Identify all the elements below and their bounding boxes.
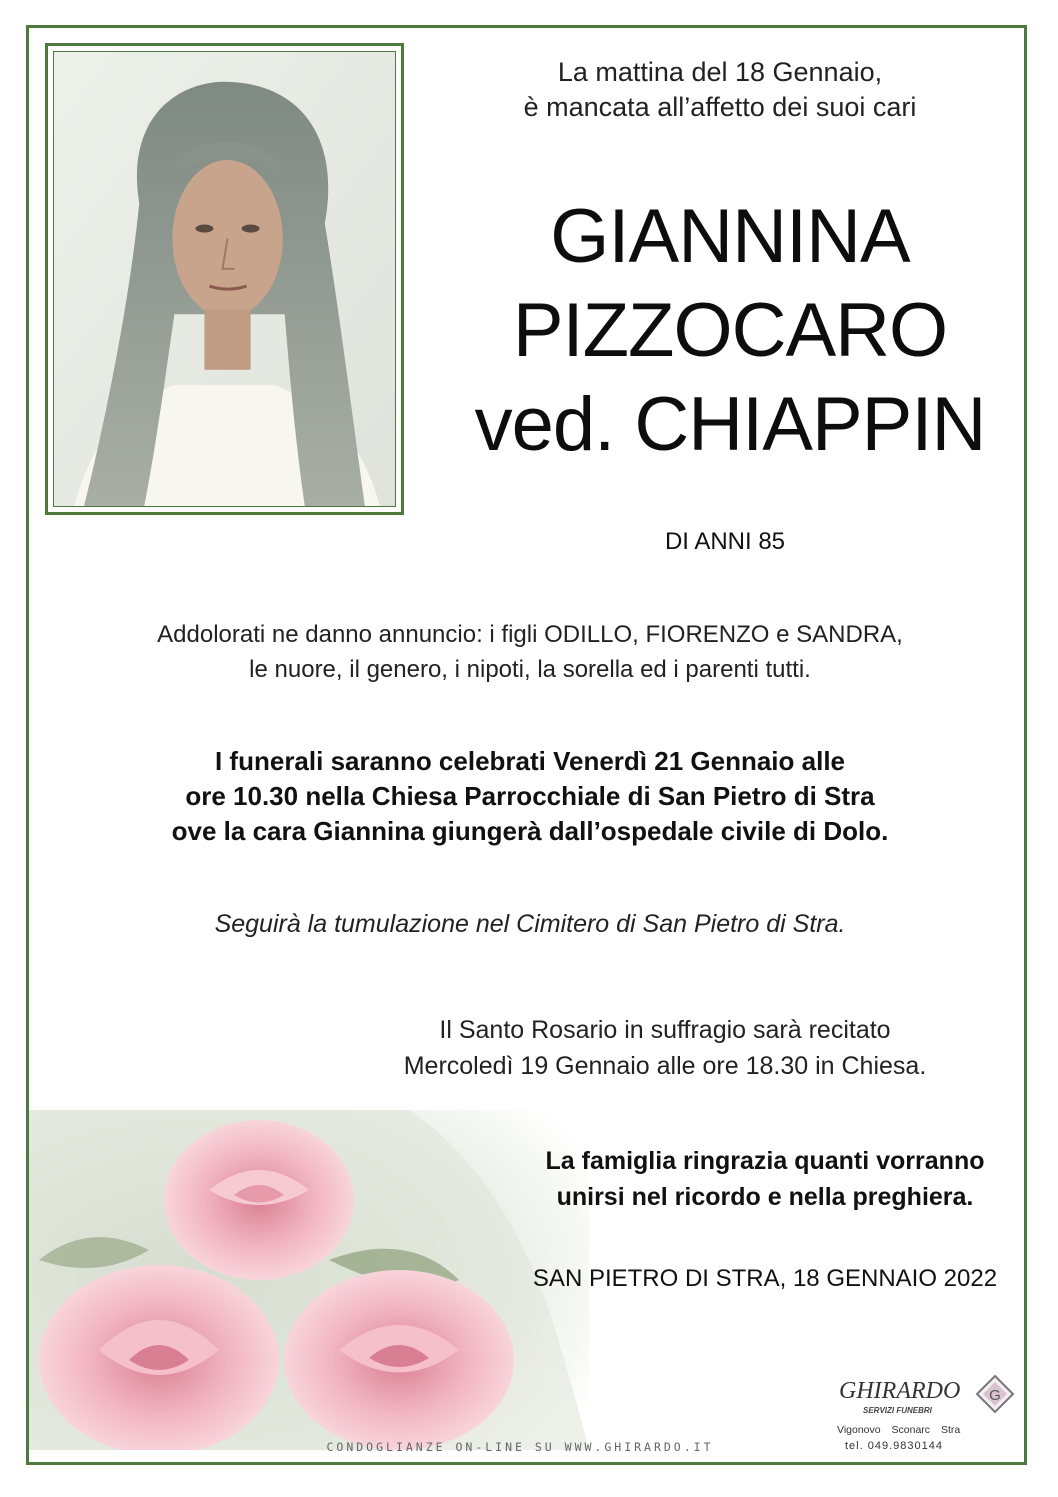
portrait-photo <box>53 51 396 507</box>
logo-name: GHIRARDO <box>839 1378 961 1404</box>
rosary-line-1: Il Santo Rosario in suffragio sarà recitato <box>439 1016 891 1044</box>
rosary-line-2: Mercoledì 19 Gennaio alle ore 18.30 in Chiesa. <box>403 1052 927 1080</box>
logo-phone: tel. 049.9830144 <box>845 1440 943 1452</box>
place-date: SAN PIETRO DI STRA, 18 GENNAIO 2022 <box>532 1265 998 1292</box>
thanks-line-2: unirsi nel ricordo e nella preghiera. <box>556 1183 974 1211</box>
funeral-text <box>60 744 1000 849</box>
age-text: DI ANNI 85 <box>664 528 786 555</box>
funeral-line-2: ore 10.30 nella Chiesa Parrocchiale di San Pietro di Stra <box>185 781 875 811</box>
funeral-home-logo <box>835 1372 1025 1452</box>
logo-subtitle: SERVIZI FUNEBRI <box>863 1406 932 1415</box>
deceased-name <box>440 190 1020 472</box>
rosary-text <box>320 1012 1010 1084</box>
intro-line-2: è mancata all’affetto dei suoi cari <box>523 92 917 122</box>
announcement-text <box>60 617 1000 687</box>
logo-mark-letter: G <box>989 1387 1001 1404</box>
condolences-link[interactable]: CONDOGLIANZE ON-LINE SU WWW.GHIRARDO.IT <box>326 1440 714 1454</box>
burial-text: Seguirà la tumulazione nel Cimitero di San Pietro di Stra. <box>214 910 846 938</box>
first-name: GIANNINA <box>550 194 910 279</box>
intro-line-1: La mattina del 18 Gennaio, <box>557 57 883 87</box>
thanks-line-1: La famiglia ringrazia quanti vorranno <box>545 1147 985 1175</box>
funeral-line-3: ove la cara Giannina giungerà dall’ospedale civile di Dolo. <box>171 816 889 846</box>
intro-text <box>470 55 970 125</box>
funeral-line-1: I funerali saranno celebrati Venerdì 21 Gennaio alle <box>214 746 846 776</box>
announcement-line-1: Addolorati ne danno annuncio: i figli ODILLO, FIORENZO e SANDRA, <box>157 621 903 648</box>
thanks-text <box>470 1143 1058 1215</box>
married-name: ved. CHIAPPIN <box>474 382 986 467</box>
logo-places: Vigonovo Sconarc Stra <box>837 1424 961 1436</box>
announcement-line-2: le nuore, il genero, i nipoti, la sorella ed i parenti tutti. <box>249 656 811 683</box>
portrait-frame <box>45 43 404 515</box>
last-name: PIZZOCARO <box>512 288 948 373</box>
diamond-g-icon <box>975 1374 1015 1414</box>
